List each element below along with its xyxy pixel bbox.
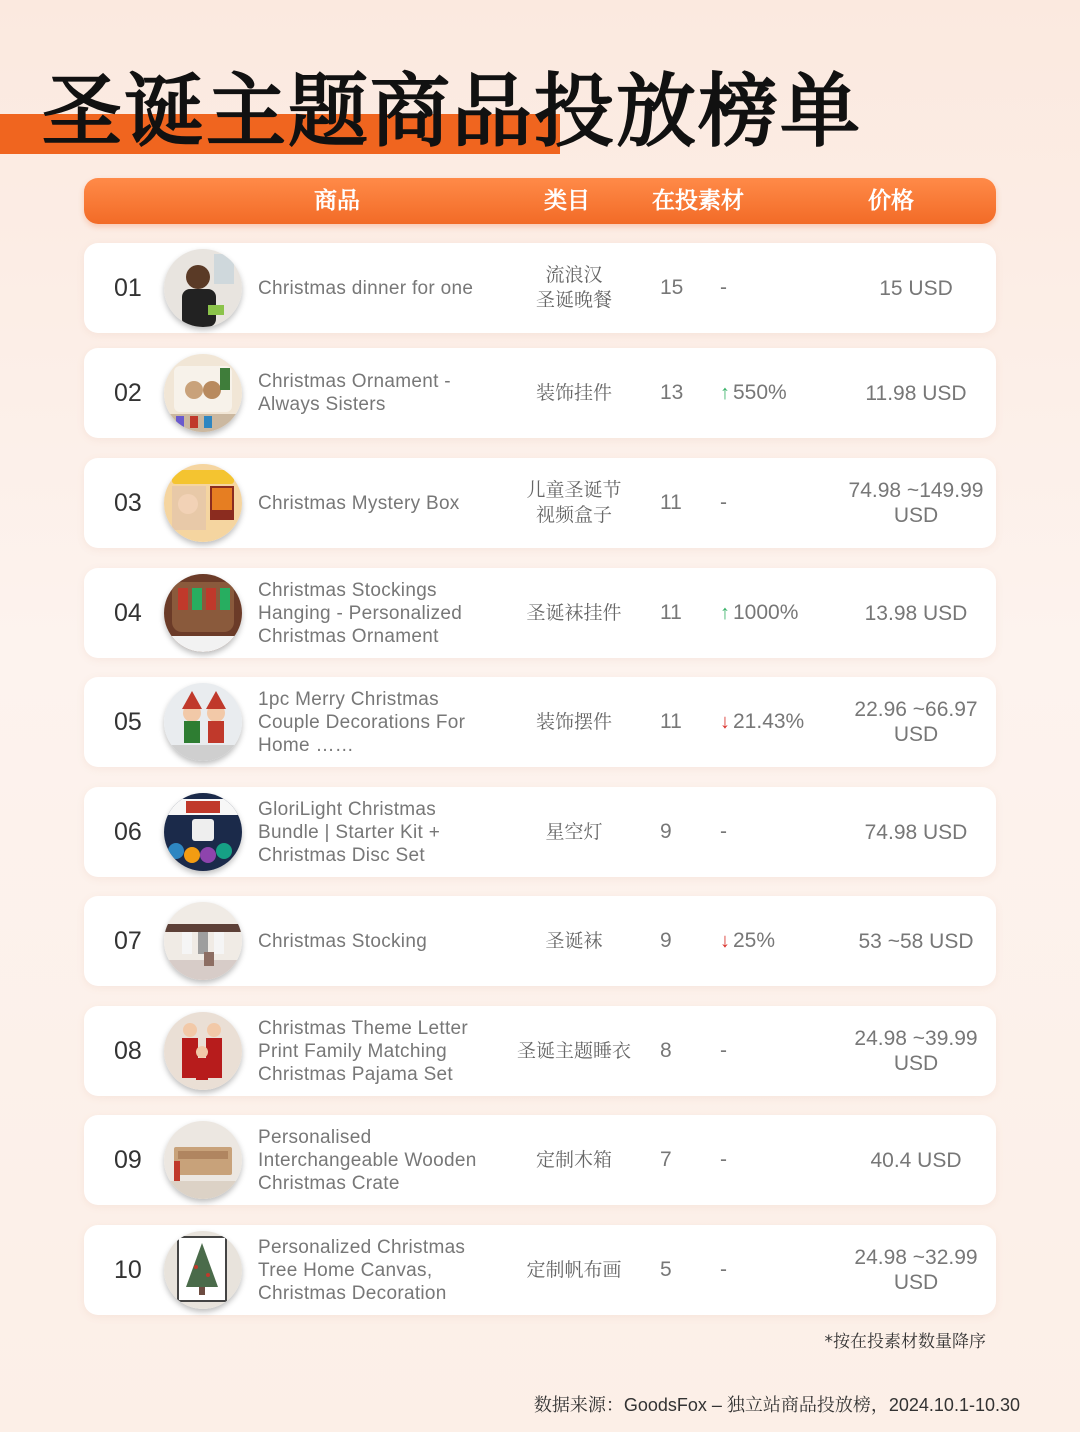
price: [834, 568, 998, 658]
category-text: 儿童圣诞节 视频盒子: [526, 479, 622, 526]
price-text: 40.4 USD: [870, 1148, 962, 1172]
product-name-text: Christmas Mystery Box: [258, 492, 460, 514]
change-indicator: [720, 568, 798, 658]
change-value: 21.43%: [733, 710, 805, 733]
change-indicator: [720, 1006, 727, 1096]
arrow-down-icon: ↓: [720, 711, 730, 733]
table-row: [84, 1006, 996, 1096]
rank-number: 10: [114, 1256, 142, 1284]
category-text: 定制帆布画: [526, 1258, 622, 1281]
price: [834, 458, 998, 548]
product-name: [258, 1225, 498, 1315]
price-text: 24.98 ~32.99 USD: [854, 1246, 978, 1294]
change-indicator: [720, 1115, 727, 1205]
change-indicator: [720, 787, 727, 877]
creative-count: 13: [660, 381, 684, 404]
price: [834, 787, 998, 877]
product-name: [258, 1006, 498, 1096]
data-source: 数据来源：GoodsFox – 独立站商品投放榜，2024.10.1-10.30: [533, 1395, 1020, 1415]
price: [834, 677, 998, 767]
change-value: 1000%: [733, 601, 799, 624]
product-name: [258, 787, 498, 877]
product-image-icon: [164, 1012, 242, 1090]
table-row: [84, 896, 996, 986]
change-indicator: [720, 896, 775, 986]
creative-count: 9: [660, 820, 672, 843]
rank-number: 06: [114, 818, 142, 846]
category-text: 流浪汉 圣诞晚餐: [535, 264, 612, 311]
change-value: -: [720, 1258, 727, 1281]
creative-count: 11: [660, 491, 682, 514]
change-indicator: [720, 1225, 727, 1315]
product-image-icon: [164, 249, 242, 327]
change-value: -: [720, 1148, 727, 1171]
product-image-icon: [164, 464, 242, 542]
product-name-text: Christmas Theme Letter Print Family Matching Christmas Pajama Set: [258, 1017, 469, 1085]
creative-count: 9: [660, 929, 672, 952]
header-creatives: 在投素材: [652, 188, 744, 214]
rank-number: 02: [114, 379, 142, 407]
price-text: 11.98 USD: [865, 381, 967, 405]
creative-count: 7: [660, 1148, 672, 1171]
change-value: -: [720, 1039, 727, 1062]
change-value: 550%: [733, 381, 787, 404]
change-indicator: [720, 348, 787, 438]
category: [500, 568, 648, 658]
category-text: 装饰挂件: [535, 381, 612, 404]
product-name: [258, 896, 498, 986]
change-value: -: [720, 491, 727, 514]
change-value: -: [720, 276, 727, 299]
product-name-text: Personalised Interchangeable Wooden Christmas Crate: [258, 1126, 477, 1194]
change-value: 25%: [733, 929, 776, 952]
table-header: [84, 178, 996, 224]
price-text: 15 USD: [879, 276, 953, 300]
category-text: 定制木箱: [535, 1148, 612, 1171]
table-row: [84, 348, 996, 438]
product-image-icon: [164, 1121, 242, 1199]
creative-count: 5: [660, 1258, 672, 1281]
header-category: 类目: [544, 188, 590, 214]
category: [500, 348, 648, 438]
category: [500, 243, 648, 333]
product-image-icon: [164, 793, 242, 871]
creative-count: 8: [660, 1039, 672, 1062]
change-value: -: [720, 820, 727, 843]
price: [834, 1225, 998, 1315]
product-name-text: Christmas Stockings Hanging - Personalized Christmas Ornament: [258, 579, 463, 647]
price: [834, 1006, 998, 1096]
price: [834, 243, 998, 333]
arrow-up-icon: ↑: [720, 602, 730, 624]
rank-number: 03: [114, 489, 142, 517]
product-name: [258, 348, 498, 438]
product-image-icon: [164, 683, 242, 761]
arrow-up-icon: ↑: [720, 382, 730, 404]
change-indicator: [720, 677, 804, 767]
price-text: 53 ~58 USD: [858, 929, 974, 953]
product-image-icon: [164, 574, 242, 652]
change-indicator: [720, 243, 727, 333]
product-name: [258, 677, 498, 767]
product-image-icon: [164, 902, 242, 980]
category-text: 圣诞主题睡衣: [516, 1039, 631, 1062]
category: [500, 1115, 648, 1205]
product-name-text: Personalized Christmas Tree Home Canvas, Christmas Decoration: [258, 1236, 466, 1304]
category: [500, 458, 648, 548]
category-text: 圣诞袜: [545, 929, 603, 952]
rank-number: 07: [114, 927, 142, 955]
arrow-down-icon: ↓: [720, 930, 730, 952]
product-name: [258, 1115, 498, 1205]
table-row: [84, 1225, 996, 1315]
creative-count: 15: [660, 276, 684, 299]
category-text: 星空灯: [545, 820, 603, 843]
product-name: [258, 458, 498, 548]
rank-number: 01: [114, 274, 142, 302]
category: [500, 896, 648, 986]
price-text: 24.98 ~39.99 USD: [854, 1027, 978, 1075]
table-row: [84, 458, 996, 548]
category-text: 装饰摆件: [535, 710, 612, 733]
price-text: 74.98 ~149.99 USD: [848, 479, 984, 527]
product-image-icon: [164, 354, 242, 432]
category: [500, 677, 648, 767]
rank-number: 08: [114, 1037, 142, 1065]
category: [500, 1225, 648, 1315]
price-text: 13.98 USD: [864, 601, 968, 625]
price-text: 22.96 ~66.97 USD: [854, 698, 978, 746]
rank-number: 09: [114, 1146, 142, 1174]
price: [834, 896, 998, 986]
table-row: [84, 243, 996, 333]
header-price: 价格: [868, 188, 914, 214]
table-row: [84, 677, 996, 767]
table-row: [84, 568, 996, 658]
product-name-text: Christmas Ornament - Always Sisters: [258, 371, 451, 415]
category: [500, 1006, 648, 1096]
table-row: [84, 787, 996, 877]
change-indicator: [720, 458, 727, 548]
price: [834, 1115, 998, 1205]
price-text: 74.98 USD: [864, 820, 968, 844]
product-name: [258, 568, 498, 658]
rank-number: 04: [114, 599, 142, 627]
product-name: [258, 243, 498, 333]
product-name-text: 1pc Merry Christmas Couple Decorations For Home ……: [258, 688, 466, 756]
header-product: 商品: [314, 188, 360, 214]
price: [834, 348, 998, 438]
product-name-text: Christmas Stocking: [258, 930, 428, 952]
sort-note: *按在投素材数量降序: [824, 1332, 986, 1352]
product-name-text: GloriLight Christmas Bundle | Starter Kit + Christmas Disc Set: [258, 798, 441, 866]
category: [500, 787, 648, 877]
rank-number: 05: [114, 708, 142, 736]
creative-count: 11: [660, 710, 682, 733]
product-image-icon: [164, 1231, 242, 1309]
product-name-text: Christmas dinner for one: [258, 277, 474, 299]
category-text: 圣诞袜挂件: [526, 601, 622, 624]
table-row: [84, 1115, 996, 1205]
creative-count: 11: [660, 601, 682, 624]
page-title: 圣诞主题商品投放榜单: [42, 65, 862, 158]
